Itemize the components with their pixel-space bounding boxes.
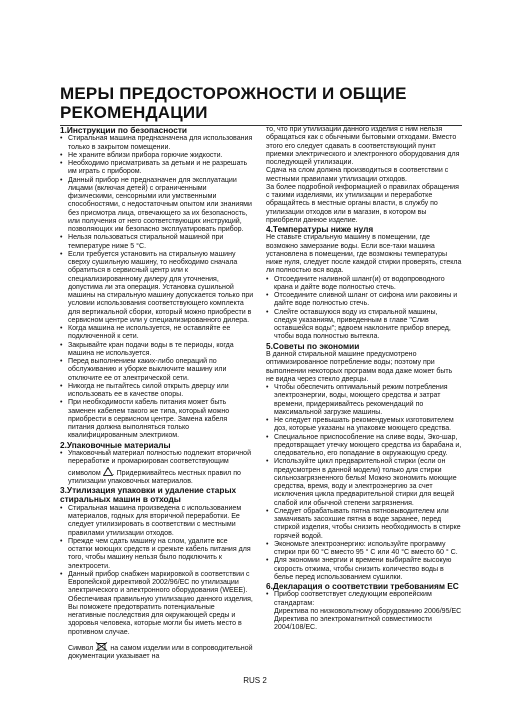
section-title-economy: 5.Советы по экономии xyxy=(266,340,360,351)
list-item: • Отсоедините наливной шланг(и) от водопроводного крана и дайте воде полностью стечь. xyxy=(266,276,462,293)
list-item: • Используйте цикл предварительной стирки (если он предусмотрен в данной модели) только для стирки сильнозагрязненного белья! Можно экономить моющие средства, время, воду и электроэнергию за счет исключения цикла предварительной стирки для вещей слабой или обычной степени загрязнения. xyxy=(266,458,462,508)
list-item: • Стиральная машина произведена с использованием материалов, годных для вторичной переработки. Ее следует утилизировать в соответствии с местными правилами утилизации отходов. xyxy=(60,505,254,538)
economy-text: В данной стиральной машине предусмотрено оптимизированное потребление воды; поэтому при выполнении некоторых программ вода даже может быть не видна через стекло дверцы. xyxy=(266,351,453,383)
page-number: RUS 2 xyxy=(243,676,267,685)
disposal-continued: то, что при утилизации данного изделия с ним нельзя обращаться как с обычными бытовыми отходами. Вместо этого его следует сдавать в соответствующий пункт приемки электрического и электронного оборудования для последующей утилизации. xyxy=(266,126,460,166)
left-column xyxy=(60,126,254,661)
section-title-disposal: 3.Утилизация упаковки и удаление старых стиральных машин в отходы xyxy=(60,485,237,505)
list-item: • Специальное приспособление на сливе воды, Эко-шар, предотвращает утечку моющего средства из барабана и, следовательно, его попадание в окружающую среду. xyxy=(266,434,462,459)
packaging-text: Упаковочный материал полностью подлежит вторичной переработке и промаркирован соответствующим символом xyxy=(68,450,252,477)
list-item xyxy=(60,450,254,486)
list-item: • Слейте оставшуюся воду из стиральной машины, следуя указаниям, приведенным в главе "Слив оставшейся воды"; вдвоем наклоните прибор вперед, чтобы вода полностью вытекла. xyxy=(266,309,462,342)
list-item: • Следует обрабатывать пятна пятновыводителем или замачивать засохшие пятна в воде заранее, перед стиркой изделия, чтобы снизить необходимость в стирке горячей водой. xyxy=(266,508,462,541)
list-item: • Нельзя пользоваться стиральной машиной при температуре ниже 5 °C. xyxy=(60,234,254,251)
list-item: • Данный прибор не предназначен для эксплуатации лицами (включая детей) с ограниченными физическими, сенсорными или умственными способностями, с недостаточным опытом или знаниями без присмотра лица, отвечающего за их безопасность, или получения от него соответствующих инструкций, позволяющих им безопасно эксплуатировать прибор. xyxy=(60,177,254,235)
list-item: • Прибор соответствует следующим европейским стандартам: xyxy=(266,591,462,608)
section-title-packaging: 2.Упаковочные материалы xyxy=(60,439,171,450)
list-item: • Никогда не пытайтесь силой открыть дверцу или использовать ее в качестве опоры. xyxy=(60,383,254,400)
list-item: • Если требуется установить на стиральную машину сверху сушильную машину, то необходимо сначала обратиться в сервисный центр или к специализированному дилеру для уточнения, допустима ли эта операция. Установка сушильной машины на стиральную машину допускается только при условии использования соответствующего комплекта для вертикальной сборки, который можно приобрести в сервисном центре или у специализированного дилера. xyxy=(60,251,254,325)
list-item: • Данный прибор снабжен маркировкой в соответствии с Европейской директивой 2002/96/EC по утилизации электрического и электронного оборудования (WEEE). xyxy=(60,571,254,596)
weee-paragraph: Обеспечивая правильную утилизацию данного изделия, Вы поможете предотвратить потенциальные негативные последствия для окружающей среды и здоровья человека, которые могли бы иметь место в противном случае. xyxy=(68,595,253,636)
packaging-list xyxy=(60,450,254,486)
crossed-bin-icon xyxy=(95,642,108,651)
right-column xyxy=(266,126,462,633)
weee-symbol-paragraph xyxy=(60,642,254,662)
list-item: • Когда машина не используется, не оставляйте ее подключенной к сети. xyxy=(60,325,254,342)
disposal-more-info: За более подробной информацией о правилах обращения с такими изделиями, их утилизации и переработке обращайтесь в местные органы власти, в службу по утилизации отходов или в магазин, в котором вы приобрели данное изделие. xyxy=(266,183,459,224)
disposal-local-rules: Сдача на слом должна производиться в соответствии с местными правилами утилизации отходов. xyxy=(266,167,449,183)
list-item: • Экономьте электроэнергию: используйте программу стирки при 60 °C вместо 95 ° C или 40 °C вместо 60 ° C. xyxy=(266,541,462,558)
list-item: • Для экономии энергии и времени выбирайте высокую скорость отжима, чтобы снизить количество воды в белье перед использованием сушилки. xyxy=(266,557,462,582)
disposal-list xyxy=(60,505,254,596)
symbol-text: на самом изделии или в сопроводительной документации указывает на xyxy=(68,644,253,661)
list-item: • Стиральная машина предназначена для использования только в закрытом помещении. xyxy=(60,135,254,152)
list-item: • Закрывайте кран подачи воды в те периоды, когда машина не используется. xyxy=(60,342,254,359)
recycle-triangle-icon xyxy=(103,467,113,476)
freezing-list xyxy=(266,276,462,342)
directive-emc: Директива по электромагнитной совместимости 2004/108/EC. xyxy=(274,616,432,632)
section-title-freezing: 4.Температуры ниже нуля xyxy=(266,224,374,234)
section-title-declaration: 6.Декларация о соответствии требованиям ЕС xyxy=(266,581,459,592)
list-item: • Отсоедините сливной шланг от сифона или раковины и дайте воде полностью стечь. xyxy=(266,292,462,309)
list-item: • Не следует превышать рекомендуемых изготовителем доз, которые указаны на упаковке моющего средства. xyxy=(266,417,462,434)
packaging-text-end: . Придерживайтесь местных правил по утилизации упаковочных материалов. xyxy=(68,469,241,485)
symbol-word: Символ xyxy=(68,644,94,652)
list-item: • Не храните вблизи прибора горючие жидкости. xyxy=(60,152,254,160)
economy-list xyxy=(266,384,462,582)
list-item: • Необходимо присматривать за детьми и не разрешать им играть с прибором. xyxy=(60,160,254,177)
list-item: • Чтобы обеспечить оптимальный режим потребления электроэнергии, воды, моющего средства и затрат времени, придерживайтесь рекомендаций по максимальной загрузке машины. xyxy=(266,384,462,417)
section-title-safety: 1.Инструкции по безопасности xyxy=(60,125,188,135)
list-item: • Перед выполнением каких-либо операций по обслуживанию и уборке выключите машину или отключите ее от электрической сети. xyxy=(60,358,254,383)
safety-list xyxy=(60,135,254,440)
list-item: • При необходимости кабель питания может быть заменен кабелем такого же типа, который можно приобрести в сервисном центре. Замена кабеля питания должна выполняться только квалифицированным электриком. xyxy=(60,399,254,440)
page-title: МЕРЫ ПРЕДОСТОРОЖНОСТИ И ОБЩИЕ РЕКОМЕНДАЦИИ xyxy=(60,84,407,122)
freezing-text: Не ставьте стиральную машину в помещении, где возможно замерзание воды. Если все-таки машина установлена в помещении, где возможны температуры ниже нуля, следует после каждой стирки проверять, стекла ли полностью вся вода. xyxy=(266,234,462,275)
directive-low-voltage: Директива по низковольтному оборудованию 2006/95/EC xyxy=(274,607,462,615)
declaration-list xyxy=(266,591,462,608)
list-item: • Прежде чем сдать машину на слом, удалите все остатки моющих средств и срежьте кабель питания для того, чтобы машину нельзя было подключить к электросети. xyxy=(60,538,254,571)
